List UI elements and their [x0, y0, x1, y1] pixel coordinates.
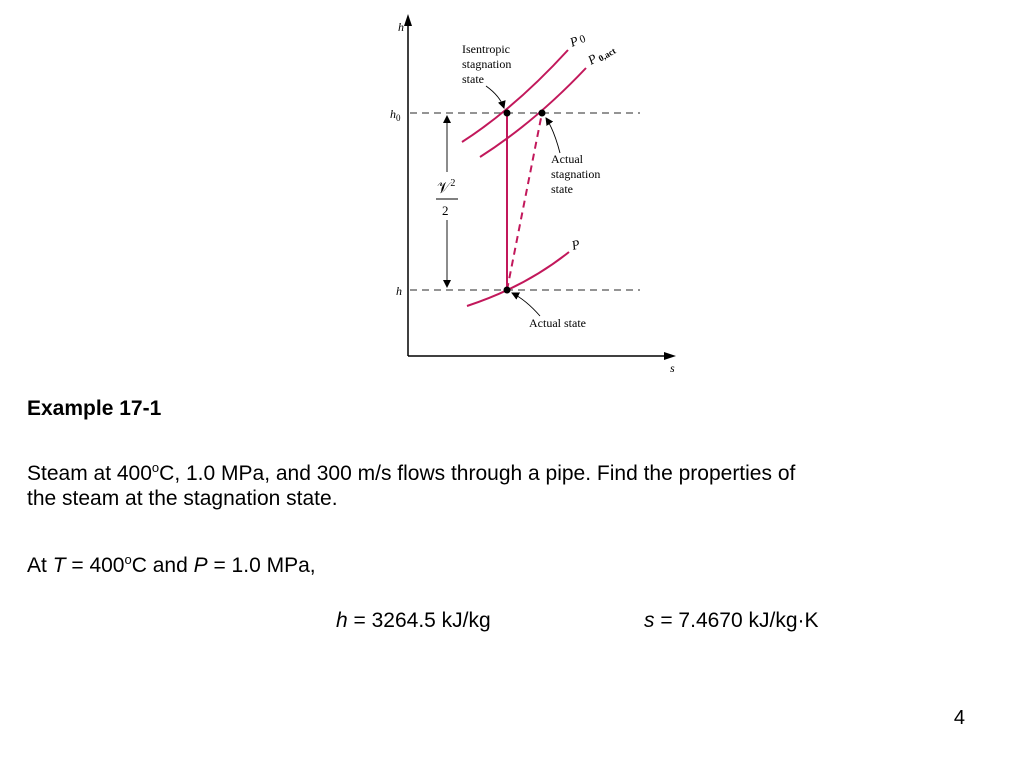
curve-p0act-label: P0,act [585, 45, 618, 68]
actual-stagnation-label: Actual stagnation state [551, 152, 601, 196]
hs-diagram [0, 0, 1024, 380]
actual-stagnation-point [539, 110, 546, 117]
actual-state-point [504, 287, 511, 294]
h-label: h [396, 284, 402, 298]
fraction-denominator: 2 [442, 203, 449, 218]
h0-label: $h_0$ [390, 107, 401, 123]
problem-line-1: Steam at 400$^o$C, 1.0 MPa, and 300 m/s flows through a pipe. Find the properties of [27, 460, 796, 485]
given-conditions: At $T = 400^oC$ and P = 1.0 MPa, [27, 552, 316, 577]
actual-state-label: Actual state [529, 316, 586, 330]
page-number: 4 [953, 707, 965, 729]
actual-stagnation-leader-arrow [546, 118, 560, 153]
x-axis-arrow-icon [664, 352, 676, 360]
curve-p0-label: P0 [567, 32, 588, 50]
axis-x-label: s [670, 361, 675, 375]
actual-state-leader-arrow [512, 293, 540, 316]
isentropic-leader-arrow [486, 86, 504, 108]
actual-process-line [507, 113, 542, 290]
curve-p [467, 252, 569, 306]
isentropic-stagnation-label: Isentropic stagnation state [462, 42, 512, 86]
entropy-result: s = 7.4670 kJ/kg·K [644, 609, 819, 632]
y-axis-arrow-icon [404, 14, 412, 26]
enthalpy-result: h = 3264.5 kJ/kg [336, 609, 491, 632]
curve-p-label: P [569, 236, 582, 253]
fraction-numerator: 𝒱$^2$ [437, 178, 456, 197]
example-heading: Example 17-1 [27, 397, 162, 420]
axis-y-label: h [398, 20, 404, 34]
isentropic-stagnation-point [504, 110, 511, 117]
problem-line-2: the steam at the stagnation state. [27, 487, 338, 510]
